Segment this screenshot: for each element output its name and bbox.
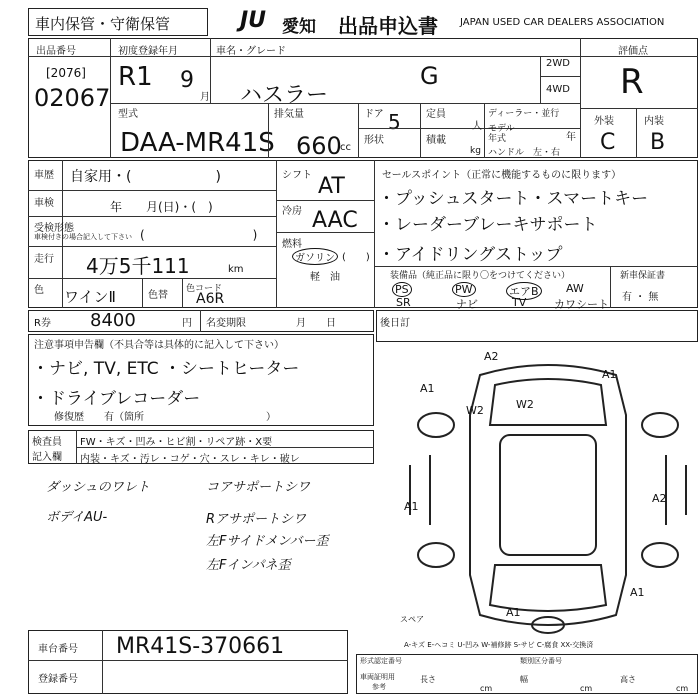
equip-tv: TV bbox=[512, 296, 527, 309]
length-unit: cm bbox=[480, 684, 493, 693]
eval-int-label: 内装 bbox=[644, 116, 664, 127]
type-value: DAA-MR41S bbox=[120, 128, 275, 158]
lot-label: 出品番号 bbox=[36, 46, 76, 57]
dealer-label: ディーラー・並行 bbox=[488, 109, 560, 119]
diag-mark-w2-right: W2 bbox=[516, 398, 534, 411]
model-grade: G bbox=[420, 62, 439, 90]
load-label: 積載 bbox=[426, 135, 446, 146]
notes-line-2: ・ドライブレコーダー bbox=[32, 389, 201, 409]
type-label: 型式 bbox=[118, 109, 138, 120]
notes-line-1: ・ナビ, TV, ETC ・シートヒーター bbox=[32, 359, 300, 379]
insp-note-6: 左Fインパネ歪 bbox=[206, 558, 291, 573]
eval-ext-label: 外装 bbox=[594, 116, 614, 127]
drive-4wd: 4WD bbox=[546, 84, 570, 95]
after-fit-box bbox=[376, 310, 698, 342]
lot-number: 02067 bbox=[34, 84, 111, 112]
name-change-label: 名変期限 bbox=[206, 318, 246, 329]
shift-label: シフト bbox=[282, 170, 312, 181]
name-change-value: 月 日 bbox=[296, 318, 336, 329]
inspector-row-2: 内装・キズ・汚レ・コゲ・穴・スレ・キレ・破レ bbox=[80, 454, 300, 465]
notes-label: 注意事項申告欄（不具合等は具体的に記入して下さい） bbox=[34, 340, 284, 351]
storage-tag-text: 車内保管・守衛保管 bbox=[35, 15, 171, 33]
color-code-label: 色コード bbox=[186, 284, 223, 294]
model-year-label: モデル bbox=[488, 124, 515, 134]
model-name: ハスラー bbox=[240, 83, 329, 108]
year-label: 年式 bbox=[488, 134, 507, 144]
doc-title: 出品申込書 bbox=[338, 14, 438, 38]
equip-pw: PW bbox=[452, 282, 476, 297]
disp-unit: cc bbox=[340, 142, 351, 153]
cat-label: 類別区分番号 bbox=[520, 657, 562, 665]
mileage-unit: km bbox=[228, 264, 244, 275]
recv-sub: 車検付きの場合記入して下さい bbox=[34, 233, 132, 241]
eval-label: 評価点 bbox=[618, 46, 648, 57]
fuel-diesel: 軽 油 bbox=[310, 272, 340, 283]
ac-value: AAC bbox=[312, 208, 358, 233]
sales-line-1: ・プッシュスタート・スマートキー bbox=[378, 189, 649, 209]
equip-aw: AW bbox=[566, 282, 584, 295]
equip-seat: カワシート bbox=[554, 298, 609, 311]
equip-label: 装備品（純正品に限り〇をつけてください） bbox=[390, 271, 571, 281]
insp-note-2: ボデイAU- bbox=[46, 510, 108, 525]
insp-note-3: コアサポートシワ bbox=[206, 480, 311, 495]
recycle-value: 8400 bbox=[90, 310, 136, 331]
recv-label: 受検形態 bbox=[34, 223, 74, 234]
recv-value: ( ) bbox=[140, 228, 258, 242]
insp-note-1: ダッシュのワレト bbox=[46, 480, 150, 495]
history-label: 車歴 bbox=[34, 170, 54, 181]
eval-ext-value: C bbox=[600, 130, 616, 155]
drive-2wd: 2WD bbox=[546, 58, 570, 69]
cap-unit: 人 bbox=[472, 121, 482, 132]
chassis-value: MR41S-370661 bbox=[116, 634, 285, 659]
color-value: ワインⅡ bbox=[64, 288, 116, 306]
inspector-label-1: 検査員 bbox=[32, 437, 62, 448]
diag-mark-a2-side: A2 bbox=[652, 492, 667, 505]
history-value: 自家用・( ) bbox=[70, 169, 221, 185]
inspector-row-1: FW・キズ・凹み・ヒビ割・リペア跡・X要 bbox=[80, 437, 273, 448]
mileage-label: 走行 bbox=[34, 254, 54, 265]
load-unit: kg bbox=[470, 146, 481, 156]
handle-label: ハンドル 左・右 bbox=[488, 148, 561, 158]
recycle-unit: 円 bbox=[182, 318, 192, 329]
equip-sr: SR bbox=[396, 296, 411, 309]
color-code-value: A6R bbox=[196, 291, 225, 307]
org-name: 愛知 bbox=[282, 17, 316, 37]
cap-label: 定員 bbox=[426, 109, 446, 120]
inspector-label-2: 記入欄 bbox=[32, 452, 62, 463]
reg-month-unit: 月 bbox=[200, 92, 210, 103]
height-unit: cm bbox=[676, 684, 689, 693]
ac-label: 冷房 bbox=[282, 206, 302, 217]
width-label: 幅 bbox=[520, 675, 528, 684]
width-unit: cm bbox=[580, 684, 593, 693]
equip-airbag: エアB bbox=[506, 282, 542, 300]
reg-label: 初度登録年月 bbox=[118, 46, 178, 57]
reg-era: R1 bbox=[118, 62, 153, 92]
diag-mark-a2-top: A2 bbox=[484, 350, 499, 363]
inspection-label: 車検 bbox=[34, 198, 54, 209]
fuel-paren: ( ) bbox=[342, 252, 370, 263]
car-cert-label: 車両証明用 bbox=[360, 673, 395, 681]
storage-tag bbox=[28, 8, 208, 36]
eval-score: R bbox=[620, 62, 644, 102]
diagram-legend: A-キズ E-ヘコミ U-凹み W-補修跡 S-サビ C-腐食 XX-交換済 bbox=[404, 641, 594, 649]
fuel-label: 燃料 bbox=[282, 239, 302, 250]
reg-number-label: 登録番号 bbox=[38, 674, 78, 685]
disp-value: 660 bbox=[296, 132, 342, 160]
ju-logo: JU bbox=[240, 8, 267, 33]
fuel-gas: ガソリン bbox=[292, 248, 338, 265]
color-change-label: 色替 bbox=[148, 290, 168, 301]
color-label: 色 bbox=[34, 285, 44, 296]
diag-mark-a1-left: A1 bbox=[420, 382, 435, 395]
eval-int-value: B bbox=[650, 130, 666, 155]
new-cert-value: 有 ・ 無 bbox=[622, 292, 659, 303]
mileage-value: 4万5千111 bbox=[86, 254, 190, 278]
shift-value: AT bbox=[318, 174, 345, 199]
diag-mark-a1-rear: A1 bbox=[630, 586, 645, 599]
sales-line-3: ・アイドリングストップ bbox=[378, 245, 563, 265]
disp-label: 排気量 bbox=[274, 109, 304, 120]
shape-label: 形状 bbox=[364, 135, 384, 146]
equip-navi: ナビ bbox=[456, 298, 478, 311]
insp-note-5: 左Fサイドメンバー歪 bbox=[206, 534, 329, 549]
after-fit-label: 後日訂 bbox=[380, 318, 410, 329]
length-label: 長さ bbox=[420, 675, 436, 684]
model-label: 車名・グレード bbox=[216, 46, 286, 57]
chassis-label: 車台番号 bbox=[38, 644, 78, 655]
diag-mark-a1-right: A1 bbox=[602, 368, 617, 381]
repair-close: ） bbox=[266, 412, 276, 423]
height-label: 高さ bbox=[620, 675, 636, 684]
year-unit: 年 bbox=[566, 132, 576, 143]
door-value: 5 bbox=[388, 110, 401, 134]
reg-month: 9 bbox=[180, 68, 194, 93]
lot-small: [2076] bbox=[46, 66, 86, 80]
new-cert-label: 新車保証書 bbox=[620, 271, 666, 281]
door-label: ドア bbox=[364, 109, 384, 120]
cert-label: 形式認定番号 bbox=[360, 657, 402, 665]
diag-mark-w2-left: W2 bbox=[466, 404, 484, 417]
diag-mark-a1-bottom: A1 bbox=[506, 606, 521, 619]
ref-label: 参考 bbox=[372, 683, 386, 691]
repair-label: 修復歴 有（箇所 bbox=[54, 412, 144, 423]
insp-note-4: Rアサポートシワ bbox=[206, 512, 307, 527]
sales-line-2: ・レーダーブレーキサポート bbox=[378, 215, 598, 235]
assoc-name: JAPAN USED CAR DEALERS ASSOCIATION bbox=[460, 17, 665, 28]
equip-ps: PS bbox=[392, 282, 412, 297]
inspection-value: 年 月(日)・( ) bbox=[110, 200, 213, 214]
diag-mark-a1-side: A1 bbox=[404, 500, 419, 513]
sales-label: セールスポイント（正常に機能するものに限ります） bbox=[382, 170, 622, 181]
recycle-label: R券 bbox=[34, 318, 51, 329]
spare-label: スペア bbox=[400, 615, 424, 624]
